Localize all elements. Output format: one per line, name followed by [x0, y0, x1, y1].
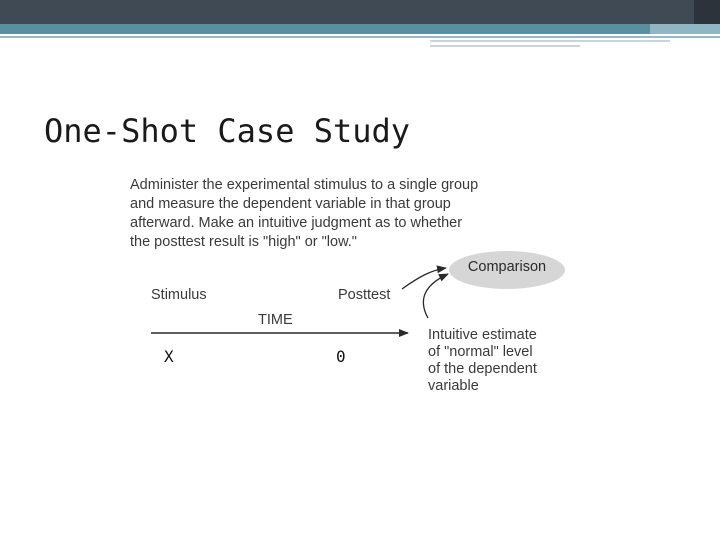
stimulus-label: Stimulus — [151, 287, 207, 303]
posttest-label: Posttest — [338, 287, 391, 303]
time-label: TIME — [258, 312, 293, 328]
stimulus-mark: X — [164, 347, 174, 366]
estimate-to-comparison-arrow — [423, 274, 448, 318]
estimate-label — [428, 327, 537, 395]
comparison-label: Comparison — [467, 259, 547, 275]
description-line: the posttest result is "high" or "low." — [130, 234, 357, 250]
estimate-line: variable — [428, 378, 479, 394]
slide-title: One-Shot Case Study — [44, 112, 411, 150]
description-line: and measure the dependent variable in that group — [130, 196, 451, 212]
estimate-line: of the dependent — [428, 361, 537, 377]
posttest-mark: 0 — [336, 347, 346, 366]
description-line: afterward. Make an intuitive judgment as to whether — [130, 215, 463, 231]
description-line: Administer the experimental stimulus to a single group — [130, 177, 479, 193]
estimate-line: Intuitive estimate — [428, 327, 537, 343]
estimate-line: of "normal" level — [428, 344, 533, 360]
